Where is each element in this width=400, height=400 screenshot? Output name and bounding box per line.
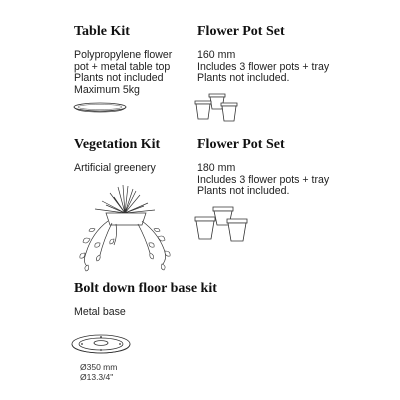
section-title: Vegetation Kit — [74, 137, 161, 152]
dimension-labels — [80, 362, 117, 382]
floor-base-icon — [70, 332, 132, 362]
description-line: 160 mm — [197, 49, 236, 61]
section-table-kit — [74, 24, 172, 96]
hanging-plant-icon — [70, 183, 180, 269]
section-flower-pot-set-160 — [197, 24, 329, 85]
description-line: Maximum 5kg — [74, 83, 140, 96]
section-floor-base-kit — [74, 281, 217, 319]
dimension-metric: Ø350 mm — [80, 362, 118, 372]
description-line: Plants not included. — [197, 185, 290, 198]
description-line: Metal base — [74, 306, 126, 318]
flower-pots-icon — [193, 205, 255, 245]
section-vegetation-kit — [74, 137, 160, 175]
section-title: Bolt down floor base kit — [74, 281, 217, 296]
description-line: pot + metal table top — [74, 60, 171, 73]
description-line: Plants not included. — [197, 72, 290, 85]
section-title: Flower Pot Set — [197, 137, 285, 152]
section-flower-pot-set-180 — [197, 137, 329, 198]
description-line: Plants not included — [74, 72, 164, 85]
section-title: Table Kit — [74, 24, 130, 39]
description-line: Includes 3 flower pots + tray — [197, 173, 330, 186]
section-title: Flower Pot Set — [197, 24, 285, 39]
table-tray-icon — [72, 100, 128, 118]
description-line: Includes 3 flower pots + tray — [197, 60, 330, 73]
dimension-imperial: Ø13.3/4" — [80, 372, 114, 382]
description-line: Artificial greenery — [74, 162, 156, 174]
flower-pots-icon — [193, 92, 245, 124]
description-line: 180 mm — [197, 162, 236, 174]
description-line: Polypropylene flower — [74, 49, 173, 61]
